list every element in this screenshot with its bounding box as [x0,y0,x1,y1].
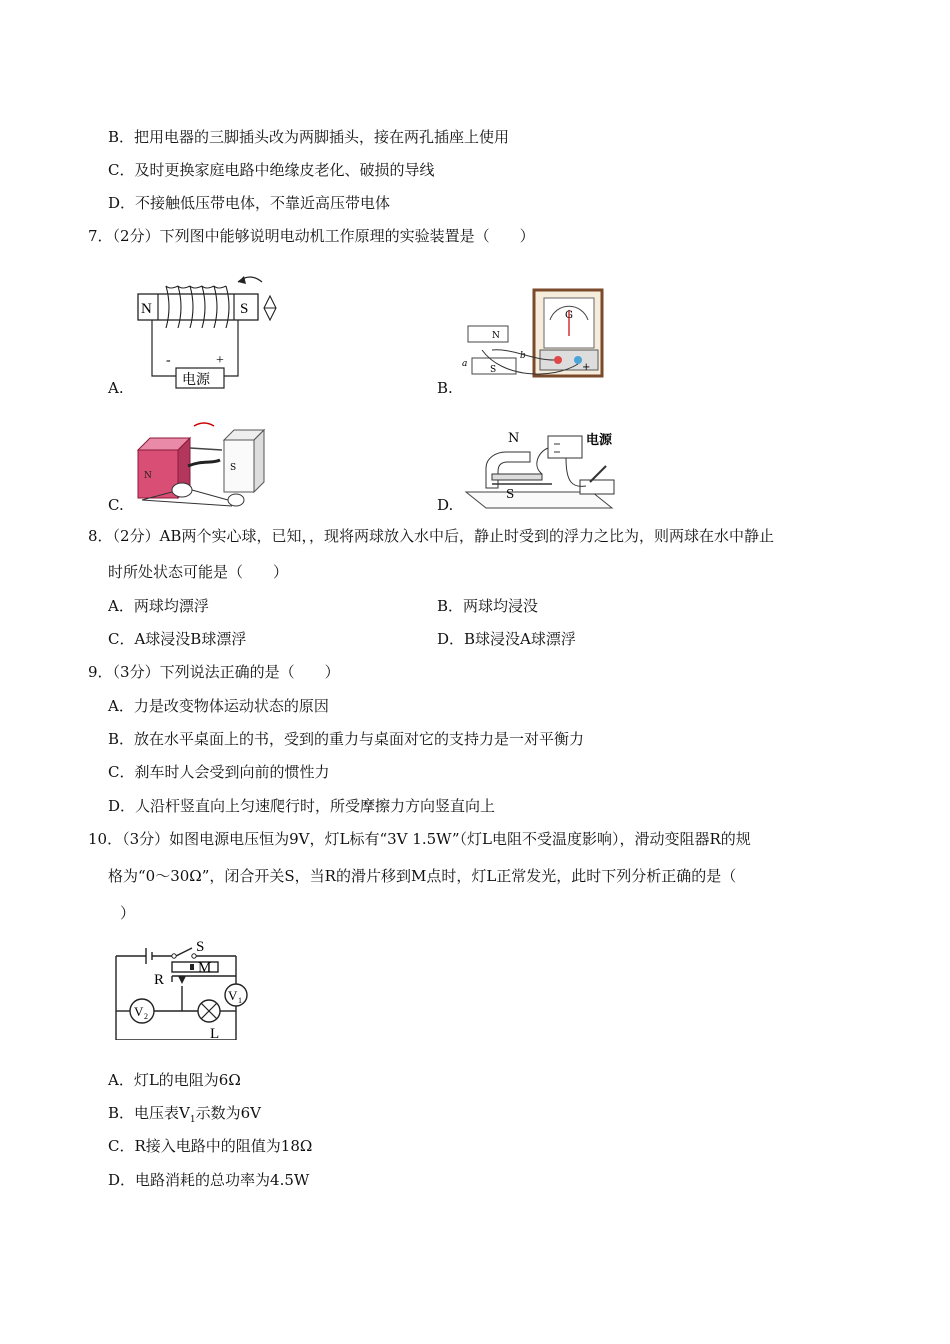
svg-text:L: L [210,1026,220,1040]
q10-circuit-diagram [110,934,260,1040]
q8-stem-line2: 时所处状态可能是（ ） [108,563,289,581]
q9-option-c: C．刹车时人会受到向前的惯性力 [108,763,330,781]
svg-text:S: S [196,939,205,955]
q10-stem-line2: 格为“0～30Ω”，闭合开关S，当R的滑片移到M点时，灯L正常发光，此时下列分析正确的是（ [108,867,737,885]
q7-figure-b-galvanometer [462,288,612,388]
q6-option-b: B．把用电器的三脚插头改为两脚插头，接在两孔插座上使用 [108,128,510,146]
svg-text:V: V [228,988,238,1003]
q9-stem: 9．（3分）下列说法正确的是（ ） [88,663,340,681]
q7-label-a: A. [108,379,124,397]
q7-stem: 7．（2分）下列图中能够说明电动机工作原理的实验装置是（ ） [88,227,535,245]
q7-figure-c-magnet-conductor [132,420,272,512]
q8-option-b: B．两球均浸没 [437,597,539,615]
svg-text:V: V [134,1004,144,1019]
q7-label-b: B. [437,379,453,397]
svg-text:S: S [506,487,515,501]
svg-text:N: N [492,331,500,341]
q10-option-d: D．电路消耗的总功率为4.5W [108,1171,310,1189]
svg-text:N: N [508,431,520,446]
svg-text:1: 1 [238,996,242,1005]
svg-text:R: R [154,972,165,988]
q9-option-d: D．人沿杆竖直向上匀速爬行时，所受摩擦力方向竖直向上 [108,797,496,815]
svg-text:a: a [462,359,468,369]
q7-figure-a-electromagnet [130,268,290,393]
q8-stem-line1: 8．（2分）AB两个实心球，已知，，现将两球放入水中后，静止时受到的浮力之比为，则两球在水中静止 [88,527,774,545]
svg-text:b: b [520,351,526,361]
svg-text:2: 2 [144,1012,148,1021]
svg-text:G: G [565,310,573,321]
svg-text:+: + [216,353,224,368]
q9-option-b: B．放在水平桌面上的书，受到的重力与桌面对它的支持力是一对平衡力 [108,730,585,748]
fig-a-n-label: N [141,301,152,317]
q10-stem-line3: ） [120,904,136,922]
q7-label-c: C. [108,496,124,514]
fig-a-s-label: S [240,301,249,317]
svg-text:+: + [582,362,591,373]
svg-text:M: M [198,960,212,976]
q10-option-a: A．灯L的电阻为6Ω [108,1071,241,1089]
fig-a-power-label: 电源 [182,372,210,388]
svg-text:S: S [490,365,497,375]
q9-option-a: A．力是改变物体运动状态的原因 [108,697,329,715]
q10-option-c: C．R接入电路中的阻值为18Ω [108,1137,313,1155]
q6-option-c: C．及时更换家庭电路中绝缘皮老化、破损的导线 [108,161,435,179]
q10-stem-line1: 10．（3分）如图电源电压恒为9V，灯L标有“3V 1.5W”（灯L电阻不受温度影响），滑动变阻器R的规 [88,830,751,848]
fig-d-power-label: 电源 [586,433,613,448]
q6-option-d: D．不接触低压带电体，不靠近高压带电体 [108,194,391,212]
q7-label-d: D. [437,496,454,514]
q8-option-c: C．A球浸没B球漂浮 [108,630,247,648]
svg-text:S: S [230,463,237,473]
q10-option-b: B．电压表$V_1$示数为6V [108,1104,261,1125]
q7-figure-d-motor-circuit [462,422,622,514]
q8-option-a: A．两球均漂浮 [108,597,209,615]
svg-text:-: - [166,353,171,368]
svg-text:N: N [144,471,152,481]
q8-option-d: D．B球浸没A球漂浮 [437,630,576,648]
